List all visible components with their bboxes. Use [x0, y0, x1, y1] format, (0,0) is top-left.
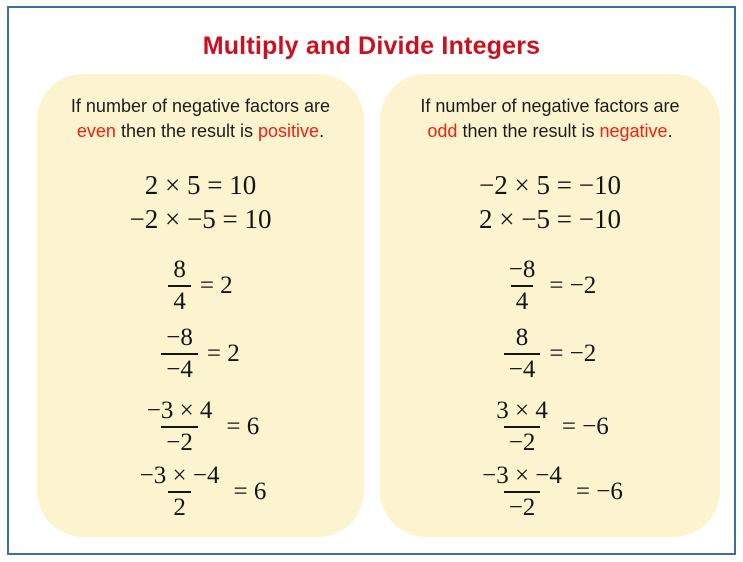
equation-result: = 6	[226, 413, 260, 440]
fraction-expression	[491, 397, 609, 457]
rule-panel-even-positive	[37, 74, 364, 537]
fraction-expression	[161, 324, 239, 384]
fraction	[477, 462, 567, 522]
equation-line: −2 × 5 = −10	[479, 170, 621, 200]
fraction-numerator: −3 × 4	[146, 397, 213, 424]
fraction-numerator: −8	[166, 324, 193, 351]
fraction-expression	[142, 397, 260, 457]
fraction-denominator: −2	[161, 426, 198, 457]
fraction-denominator: −2	[504, 426, 541, 457]
equation-result: = −6	[561, 413, 609, 440]
fraction	[161, 324, 198, 384]
rule-highlight-even: even	[76, 121, 116, 141]
fraction	[491, 397, 553, 457]
rule-panel-odd-negative	[380, 74, 720, 537]
rule-highlight-negative: negative	[599, 121, 668, 141]
fraction-numerator: −3 × −4	[139, 462, 220, 489]
fraction-expression	[504, 256, 597, 316]
fraction	[135, 462, 225, 522]
fraction-denominator: −2	[504, 491, 541, 522]
fraction-numerator: −3 × −4	[482, 462, 562, 489]
fraction-expression	[168, 256, 232, 316]
fraction-denominator: 4	[511, 285, 534, 316]
rule-period: .	[319, 121, 325, 141]
rule-mid: then the result is	[115, 121, 259, 141]
rule-mid: then the result is	[457, 121, 600, 141]
fraction-denominator: −4	[504, 353, 541, 384]
fraction-denominator: 4	[168, 285, 191, 316]
equation-result: = −2	[549, 272, 597, 299]
fraction-numerator: 3 × 4	[496, 397, 548, 424]
fraction-expression	[135, 462, 267, 522]
equation-result: = −2	[549, 340, 597, 367]
equation-result: = 6	[233, 478, 267, 505]
equation-line: 2 × −5 = −10	[479, 204, 621, 234]
fraction-numerator: 8	[515, 324, 529, 351]
fraction	[168, 256, 191, 316]
fraction	[504, 324, 541, 384]
page-frame	[7, 6, 736, 555]
rule-line1: If number of negative factors are	[70, 96, 331, 116]
fraction-numerator: 8	[173, 256, 186, 283]
fraction-expression	[477, 462, 623, 522]
fraction-expression	[504, 324, 597, 384]
rule-line1: If number of negative factors are	[420, 96, 680, 116]
fraction-numerator: −8	[508, 256, 536, 283]
fraction	[504, 256, 541, 316]
math-column-right	[380, 144, 720, 522]
equation-result: = 2	[206, 340, 240, 367]
fraction	[142, 397, 218, 457]
rule-highlight-positive: positive	[258, 121, 320, 141]
fraction-denominator: −4	[161, 353, 198, 384]
page-title: Multiply and Divide Integers	[202, 32, 541, 60]
equation-line: 2 × 5 = 10	[144, 170, 257, 200]
equation-result: = −6	[575, 478, 623, 505]
equation-result: = 2	[199, 272, 233, 299]
rule-text-odd	[380, 74, 720, 144]
equation-line: −2 × −5 = 10	[129, 204, 272, 234]
rule-period: .	[667, 121, 673, 141]
rule-highlight-odd: odd	[427, 121, 458, 141]
rule-text-even	[37, 74, 364, 144]
fraction-denominator: 2	[168, 491, 191, 522]
math-column-left	[37, 144, 364, 522]
